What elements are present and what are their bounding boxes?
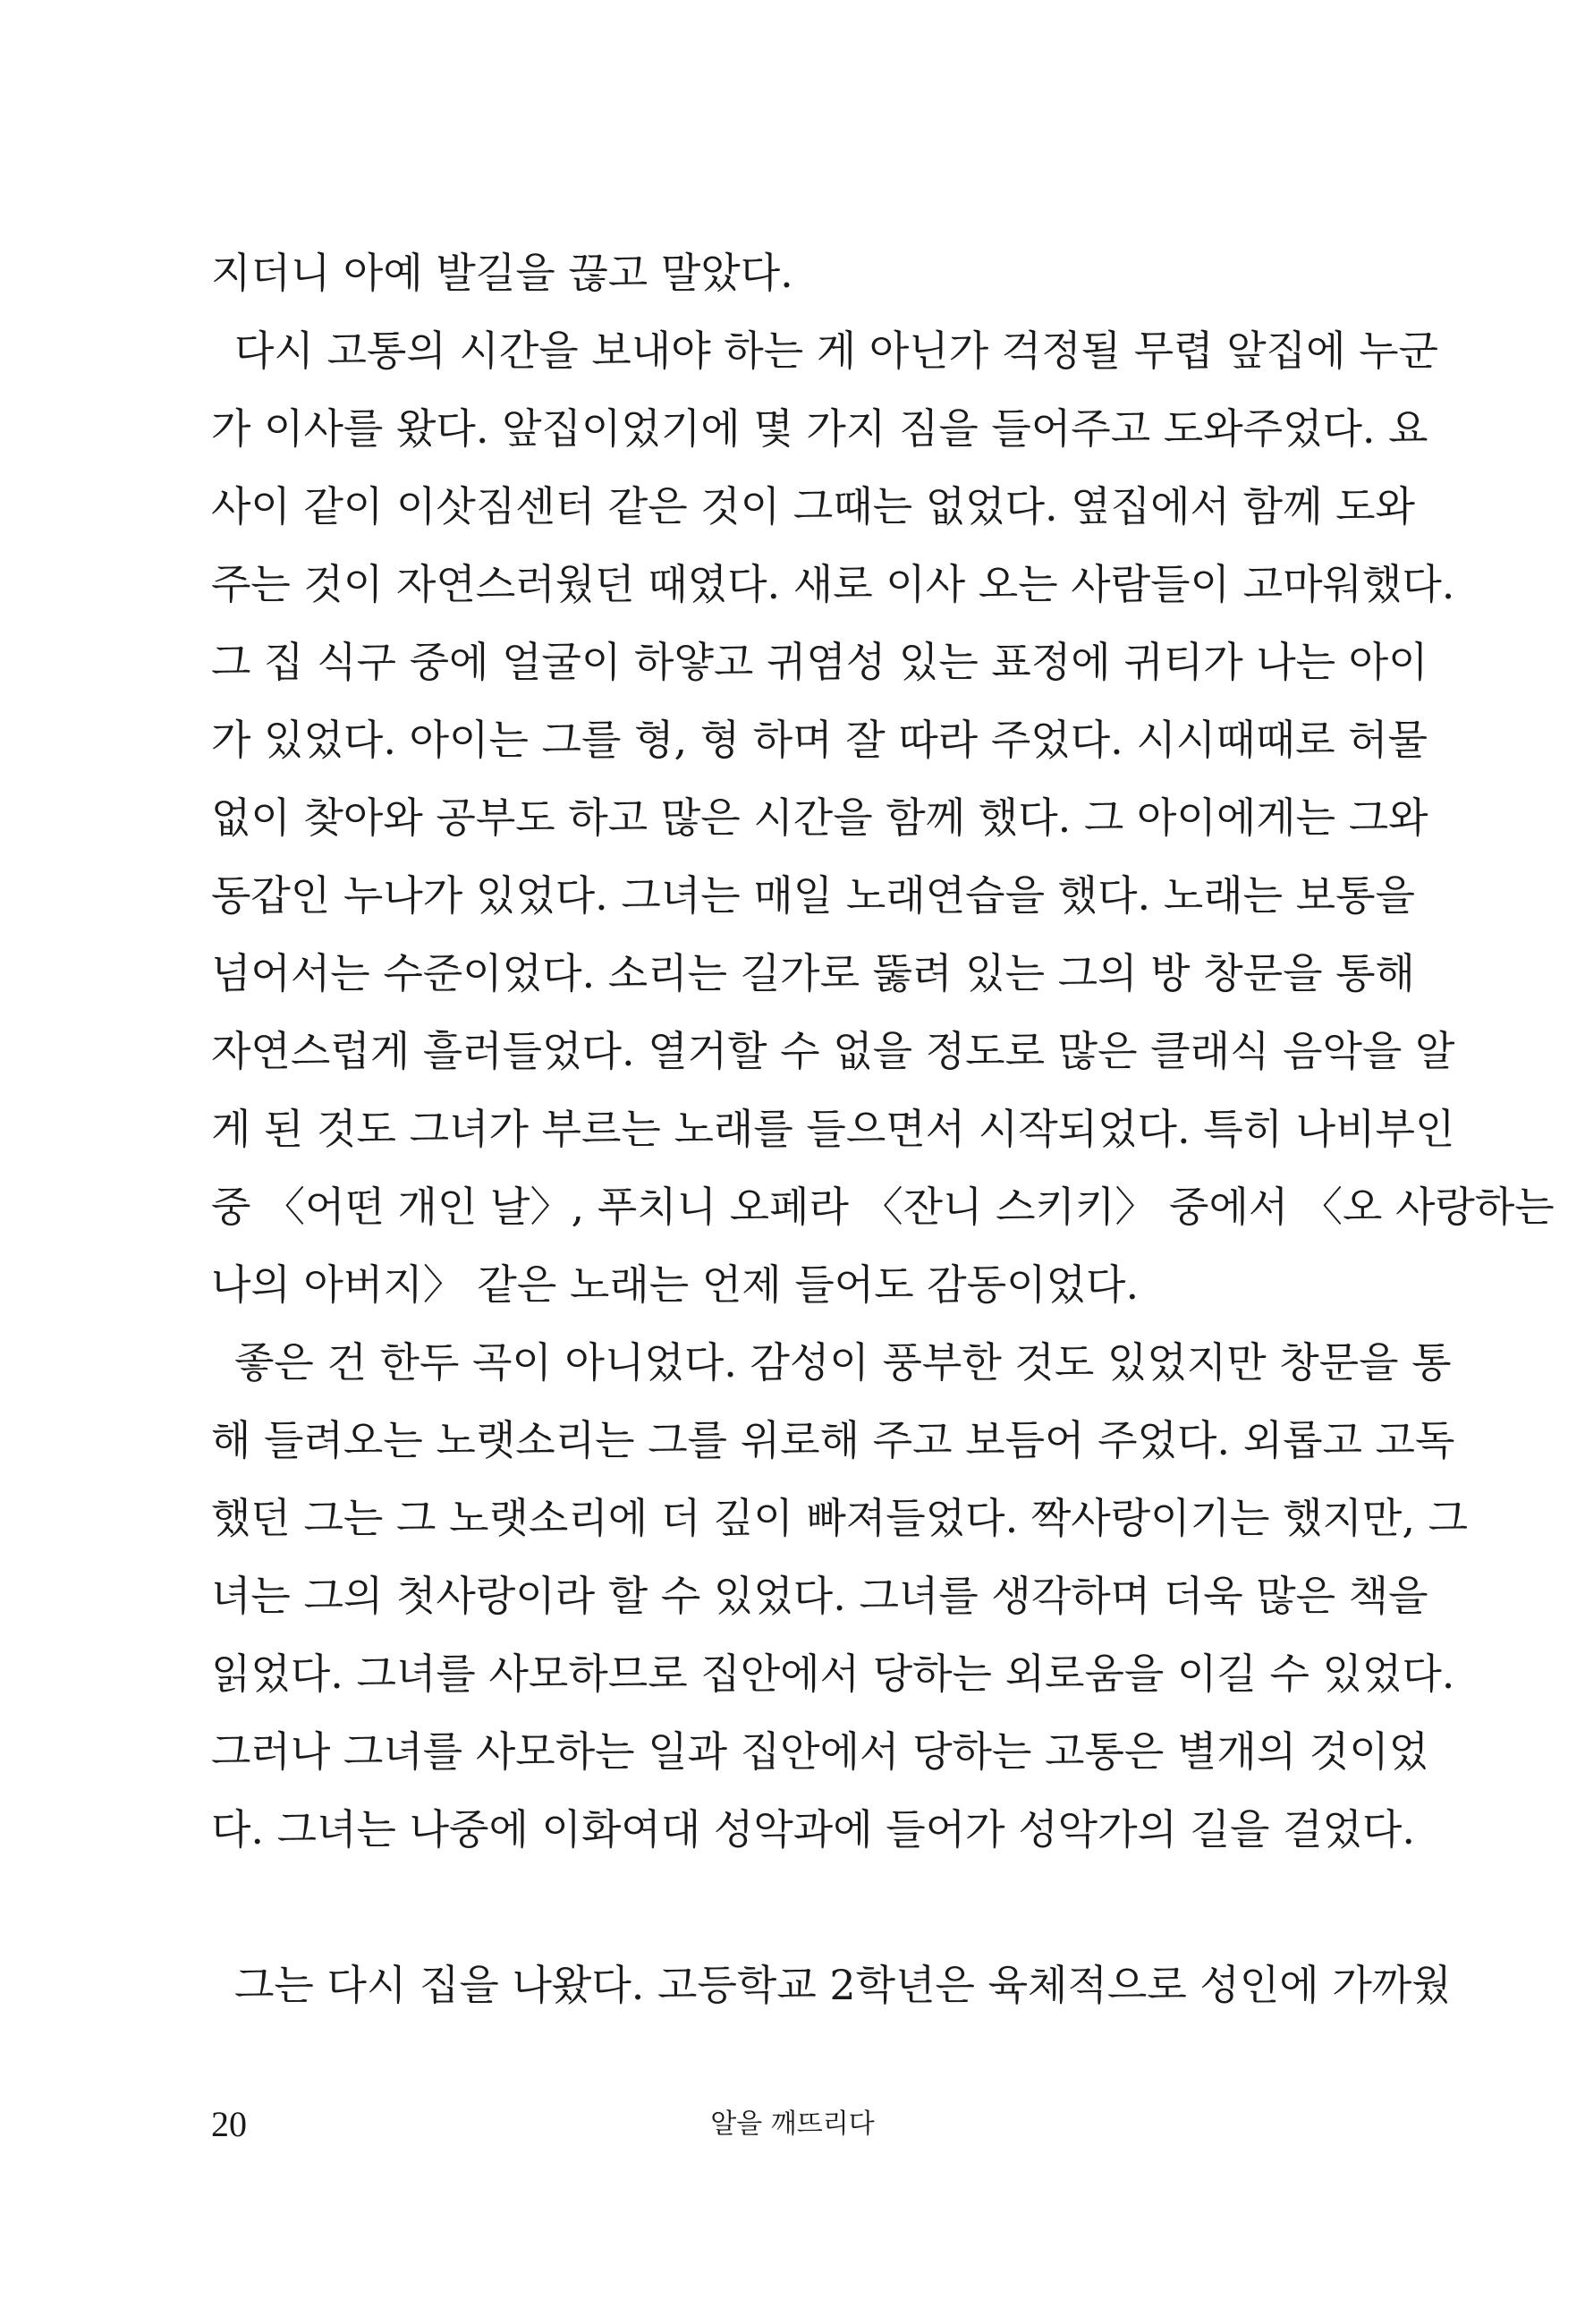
text-line: 녀는 그의 첫사랑이라 할 수 있었다. 그녀를 생각하며 더욱 많은 책을	[211, 1572, 1428, 1620]
text-line: 그는 다시 집을 나왔다. 고등학교 2학년은 육체적으로 성인에 가까웠	[234, 1961, 1452, 2009]
text-line: 지더니 아예 발길을 끊고 말았다.	[211, 249, 793, 297]
text-line: 게 된 것도 그녀가 부르는 노래를 들으면서 시작되었다. 특히 나비부인	[211, 1105, 1455, 1153]
text-line: 했던 그는 그 노랫소리에 더 깊이 빠져들었다. 짝사랑이기는 했지만, 그	[211, 1494, 1469, 1542]
text-line: 다. 그녀는 나중에 이화여대 성악과에 들어가 성악가의 길을 걸었다.	[211, 1805, 1415, 1853]
text-line: 동갑인 누나가 있었다. 그녀는 매일 노래연습을 했다. 노래는 보통을	[211, 871, 1415, 920]
text-line: 자연스럽게 흘러들었다. 열거할 수 없을 정도로 많은 클래식 음악을 알	[211, 1027, 1455, 1075]
text-line: 해 들려오는 노랫소리는 그를 위로해 주고 보듬어 주었다. 외롭고 고독	[211, 1416, 1455, 1464]
text-line: 중 〈어떤 개인 날〉, 푸치니 오페라 〈잔니 스키키〉 중에서 〈오 사랑하는	[211, 1183, 1555, 1231]
text-line: 나의 아버지〉 같은 노래는 언제 들어도 감동이었다.	[211, 1260, 1140, 1309]
text-line: 가 있었다. 아이는 그를 형, 형 하며 잘 따라 주었다. 시시때때로 허물	[211, 716, 1428, 764]
text-line: 좋은 건 한두 곡이 아니었다. 감성이 풍부한 것도 있었지만 창문을 통	[234, 1338, 1452, 1387]
body-text	[211, 234, 1555, 2024]
text-line: 가 이사를 왔다. 앞집이었기에 몇 가지 짐을 들어주고 도와주었다. 요	[211, 404, 1428, 453]
text-line: 그 집 식구 중에 얼굴이 하얗고 귀염성 있는 표정에 귀티가 나는 아이	[211, 638, 1428, 686]
paragraph-gap	[211, 1869, 1365, 1947]
text-line: 읽었다. 그녀를 사모하므로 집안에서 당하는 외로움을 이길 수 있었다.	[211, 1650, 1455, 1698]
text-line: 다시 고통의 시간을 보내야 하는 게 아닌가 걱정될 무렵 앞집에 누군	[234, 327, 1438, 375]
text-line: 주는 것이 자연스러웠던 때였다. 새로 이사 오는 사람들이 고마워했다.	[211, 560, 1455, 608]
running-title: 알을 깨뜨리다	[710, 2108, 875, 2140]
text-line: 그러나 그녀를 사모하는 일과 집안에서 당하는 고통은 별개의 것이었	[211, 1727, 1429, 1776]
page-number: 20	[211, 2104, 247, 2144]
text-line: 없이 찾아와 공부도 하고 많은 시간을 함께 했다. 그 아이에게는 그와	[211, 793, 1428, 842]
text-line: 넘어서는 수준이었다. 소리는 길가로 뚫려 있는 그의 방 창문을 통해	[211, 949, 1415, 997]
text-line: 사이 같이 이삿짐센터 같은 것이 그때는 없었다. 옆집에서 함께 도와	[211, 482, 1415, 530]
